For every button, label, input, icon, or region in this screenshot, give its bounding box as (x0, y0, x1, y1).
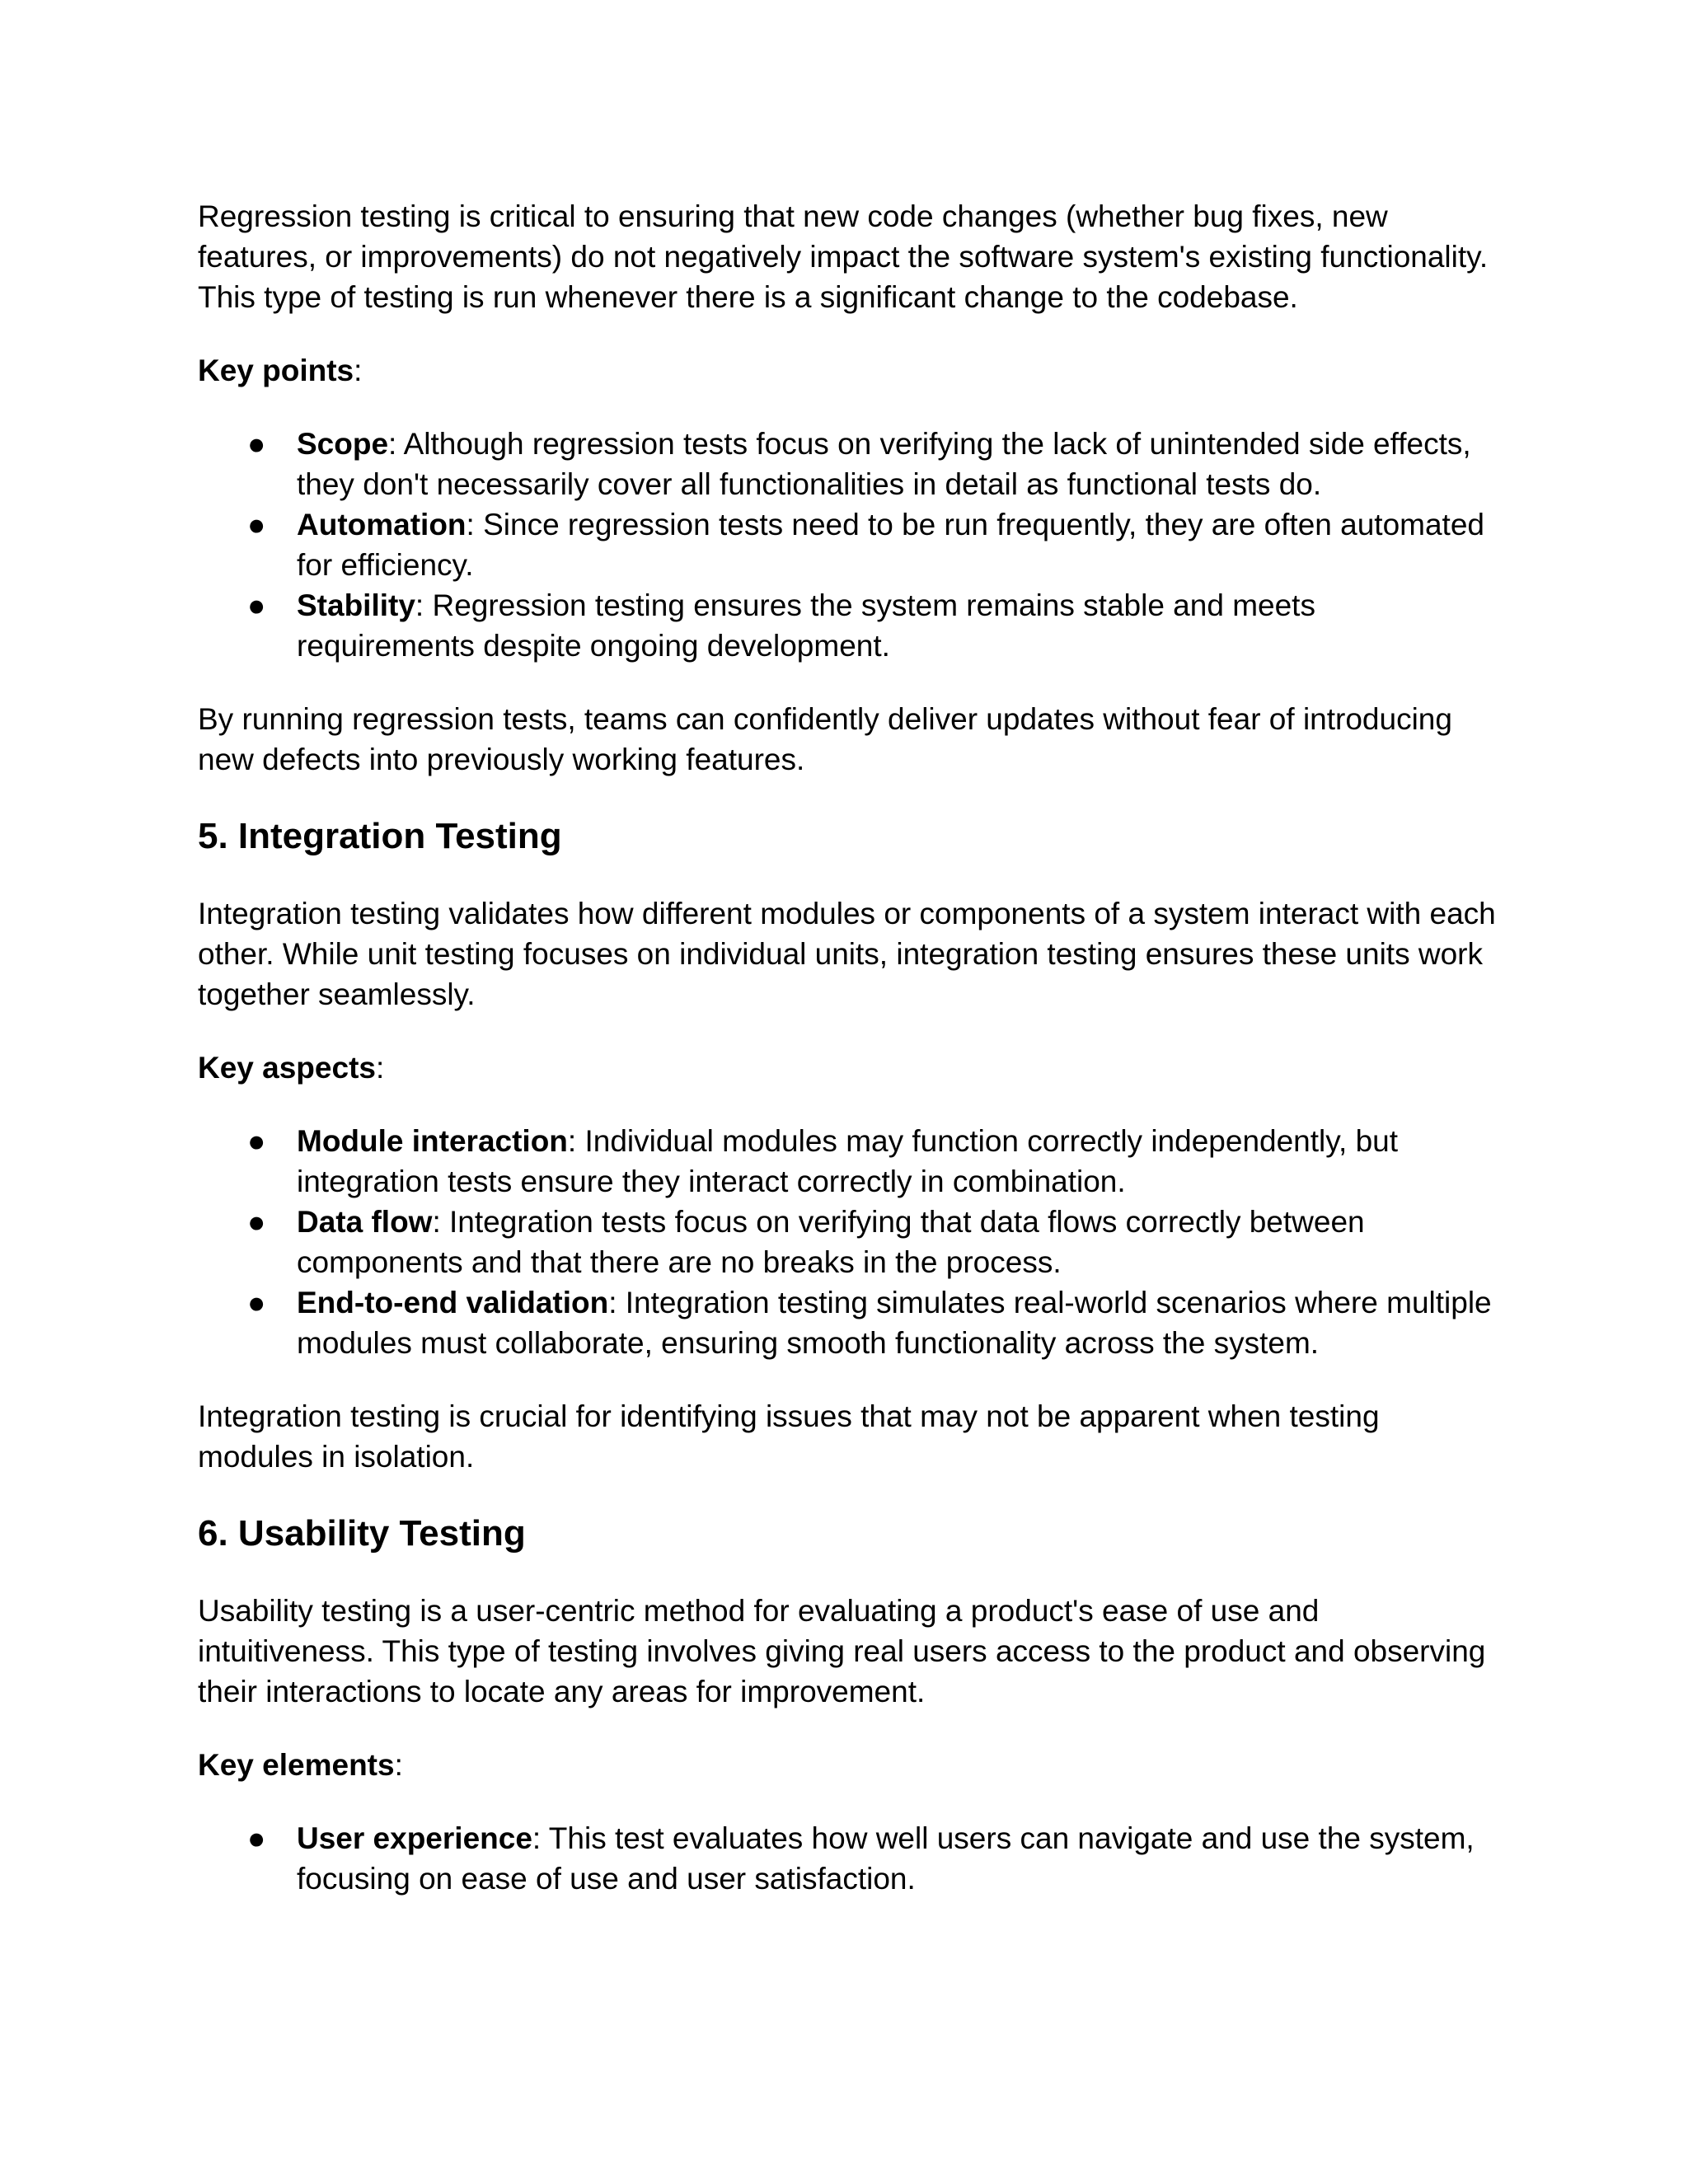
list-item-text: : Individual modules may function correctly independently, but integration tests ensure they interact correctly in combination. (297, 1124, 1398, 1198)
key-points-colon: : (354, 354, 363, 387)
key-aspects-list (198, 1121, 1500, 1363)
bullet-icon: ● (247, 1286, 266, 1319)
bullet-icon: ● (247, 1205, 266, 1239)
list-item (198, 1121, 1500, 1202)
list-item-term: Scope (297, 427, 389, 461)
list-item-text: : Although regression tests focus on verifying the lack of unintended side effects, they don't necessarily cover all functionalities in detail as functional tests do. (297, 427, 1471, 501)
key-elements-label (198, 1745, 1500, 1785)
bullet-icon: ● (247, 588, 266, 622)
list-item-term: Module interaction (297, 1124, 568, 1158)
list-item-text: : Integration tests focus on verifying that data flows correctly between components and that there are no breaks in the process. (297, 1205, 1365, 1279)
key-elements-label-text: Key elements (198, 1748, 395, 1782)
key-aspects-label (198, 1047, 1500, 1088)
key-points-label (198, 350, 1500, 391)
regression-closing-paragraph: By running regression tests, teams can confidently deliver updates without fear of introducing new defects into previously working features. (198, 702, 1452, 776)
list-item (198, 1818, 1500, 1899)
bullet-icon: ● (247, 1124, 266, 1158)
key-points-label-text: Key points (198, 354, 354, 387)
bullet-icon: ● (247, 508, 266, 541)
list-item (198, 1202, 1500, 1282)
key-elements-list (198, 1818, 1500, 1899)
list-item-term: Data flow (297, 1205, 433, 1239)
list-item (198, 585, 1500, 666)
list-item-text: : Integration testing simulates real-world scenarios where multiple modules must collaborate, ensuring smooth functionality across the system. (297, 1286, 1492, 1360)
list-item-term: Stability (297, 588, 415, 622)
list-item-text: : Since regression tests need to be run frequently, they are often automated for efficiency. (297, 508, 1484, 582)
document-page (198, 196, 1500, 1932)
bullet-icon: ● (247, 427, 266, 461)
list-item (198, 424, 1500, 504)
key-points-list (198, 424, 1500, 666)
intro-paragraph: Regression testing is critical to ensuring that new code changes (whether bug fixes, new features, or improvements) do not negatively impact the software system's existing functionality. This type of testing is run whenever there is a significant change to the codebase. (198, 199, 1489, 314)
list-item-term: Automation (297, 508, 467, 541)
section-heading-usability: 6. Usability Testing (198, 1513, 526, 1554)
key-elements-colon: : (394, 1748, 403, 1782)
key-aspects-label-text: Key aspects (198, 1051, 376, 1085)
section-heading-integration: 5. Integration Testing (198, 816, 562, 856)
list-item (198, 504, 1500, 585)
list-item-text: : Regression testing ensures the system remains stable and meets requirements despite ongoing development. (297, 588, 1315, 663)
integration-paragraph: Integration testing validates how different modules or components of a system interact with each other. While unit testing focuses on individual units, integration testing ensures these units work together seamlessly. (198, 897, 1496, 1011)
usability-paragraph: Usability testing is a user-centric method for evaluating a product's ease of use and intuitiveness. This type of testing involves giving real users access to the product and observing their interactions to locate any areas for improvement. (198, 1594, 1486, 1708)
integration-closing-paragraph: Integration testing is crucial for identifying issues that may not be apparent when testing modules in isolation. (198, 1399, 1380, 1474)
list-item-term: End-to-end validation (297, 1286, 609, 1319)
key-aspects-colon: : (375, 1051, 385, 1085)
bullet-icon: ● (247, 1821, 266, 1855)
list-item-term: User experience (297, 1821, 532, 1855)
list-item-text: : This test evaluates how well users can navigate and use the system, focusing on ease of use and user satisfaction. (297, 1821, 1475, 1896)
list-item (198, 1282, 1500, 1363)
